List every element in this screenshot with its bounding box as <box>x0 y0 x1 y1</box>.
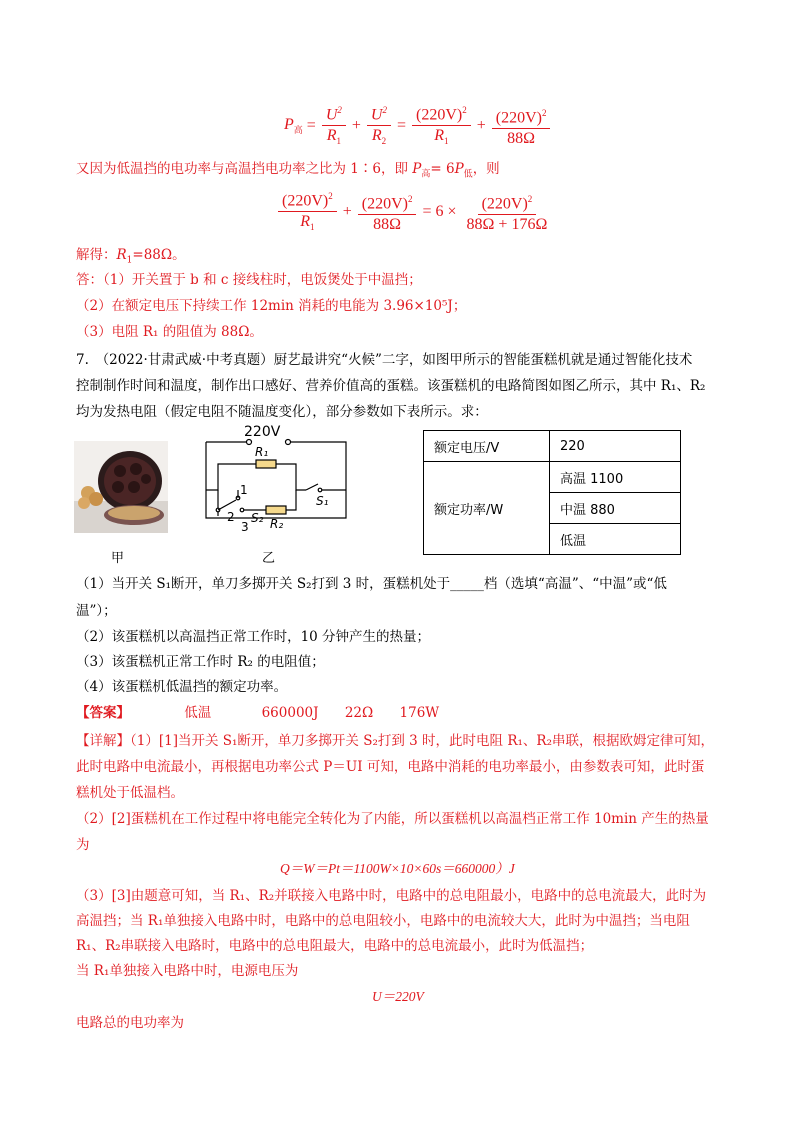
answer-3: （3）电阻 R₁ 的阻值为 88Ω。 <box>76 324 263 340</box>
table-cell: 额定电压/V <box>424 431 550 462</box>
table-cell: 低温 <box>550 524 681 555</box>
answer-2: （2）在额定电压下持续工作 12min 消耗的电能为 3.96×10⁵J； <box>76 298 467 314</box>
table-cell: 220 <box>550 431 681 462</box>
answer-tag: 【答案】 <box>76 705 130 721</box>
circuit-t3-label: 3 <box>241 520 249 534</box>
circuit-s2-label: S₂ <box>251 511 264 525</box>
answer-1: 答：（1）开关置于 b 和 c 接线柱时，电饭煲处于中温挡； <box>76 272 422 288</box>
circuit-s1-label: S₁ <box>316 494 329 508</box>
detail-line-7: 高温挡；当 R₁单独接入电路中时，电路中的总电阻较小，电路中的电流较大大，此时为中温挡；当电阻 <box>76 913 690 929</box>
q7-line-3: 均为发热电阻（假定电阻不随温度变化），部分参数如下表所示。求： <box>76 404 488 420</box>
answer-value-3: 22Ω <box>344 705 374 721</box>
table-cell: 高温 1100 <box>550 462 681 493</box>
question-3: （3）该蛋糕机正常工作时 R₂ 的电阻值； <box>76 654 325 670</box>
circuit-t1-label: 1 <box>240 483 248 497</box>
detail-line-8: R₁、R₂串联接入电路时，电路中的总电阻最大，电路中的总电流最小，此时为低温挡； <box>76 938 594 954</box>
formula-heat: Q＝W＝Pt＝1100W×10×60s＝660000）J <box>280 861 515 876</box>
eq1-frac-a: $\frac{U^2}{R_1}$ <box>322 100 346 152</box>
answer-value-4: 176W <box>399 705 440 721</box>
q7-line-2: 控制制作时间和温度，制作出口感好、营养价值高的蛋糕。该蛋糕机的电路简图如图乙所示，其中 R₁、R₂ <box>76 378 706 394</box>
figure-label-jia: 甲 <box>111 551 125 566</box>
detail-line-9: 当 R₁单独接入电路中时，电源电压为 <box>76 963 299 979</box>
q7-line-1: 7. （2022·甘肃武威·中考真题）厨艺最讲究“火候”二字，如图甲所示的智能蛋糕机就是通过智能化技术 <box>76 352 693 368</box>
detail-line-5: 为 <box>76 837 90 853</box>
table-row <box>424 431 681 462</box>
eq1-frac-d: $\frac{(220V)^2}{88\Omega}$ <box>492 103 551 149</box>
detail-line-6: （3）[3]由题意可知，当 R₁、R₂并联接入电路中时，电路中的总电阻最小，电路中的总电流最大，此时为 <box>76 888 707 904</box>
table-cell: 中温 880 <box>550 493 681 524</box>
eq2-frac-a: $\frac{(220V)^2}{R_1}$ <box>278 186 337 238</box>
formula-voltage: U＝220V <box>372 989 424 1004</box>
circuit-r2-label: R₂ <box>270 517 284 531</box>
equation-ratio: $\frac{(220V)^2}{R_1}$ + $\frac{(220V)^2}{88\Omega}$ = 6 × $\frac{(220V)^2}{88\Omega + 176\Omega}$ <box>276 186 553 238</box>
detail-line-3: 糕机处于低温档。 <box>76 785 184 801</box>
answer-value-2: 660000J <box>261 705 319 721</box>
circuit-voltage-label: 220V <box>244 424 281 440</box>
table-row <box>424 462 681 493</box>
figure-label-yi: 乙 <box>262 551 276 566</box>
detail-last-line: 电路总的电功率为 <box>76 1015 184 1031</box>
detail-line-4: （2）[2]蛋糕机在工作过程中将电能完全转化为了内能，所以蛋糕机以高温档正常工作 10min 产生的热量 <box>76 811 709 827</box>
question-1-cont: 温”）； <box>76 603 117 619</box>
detail-line-1: 【详解】（1）[1]当开关 S₁断开，单刀多掷开关 S₂打到 3 时，此时电阻 R₁、R₂串联，根据欧姆定律可知， <box>76 733 714 749</box>
question-4: （4）该蛋糕机低温挡的额定功率。 <box>76 679 288 695</box>
question-1: （1）当开关 S₁断开，单刀多掷开关 S₂打到 3 时，蛋糕机处于_____档（选填“高温”、“中温”或“低 <box>76 576 667 592</box>
eq1-lhs: $P_高$ <box>284 115 303 135</box>
cake-machine-photo <box>74 441 168 533</box>
circuit-r1-label: R₁ <box>255 445 269 459</box>
answer-line <box>76 703 439 723</box>
table-cell: 额定功率/W <box>424 462 550 555</box>
answer-value-1: 低温 <box>184 705 212 721</box>
equation-high-power: $P_高$ = $\frac{U^2}{R_1}$ + $\frac{U^2}{R_2}$ = $\frac{(220V)^2}{R_1}$ + $\frac{(220V)^2}{88\Omega}$ <box>284 100 552 152</box>
parameter-table <box>423 430 681 555</box>
detail-line-2: 此时电路中电流最小，再根据电功率公式 P＝UI 可知，电路中消耗的电功率最小，由参数表可知，此时蛋 <box>76 759 705 775</box>
eq2-frac-b: $\frac{(220V)^2}{88\Omega}$ <box>358 189 417 235</box>
ratio-line: 又因为低温挡的电功率与高温挡电功率之比为 1∶6，即 $P_高= 6P_低$，则 <box>76 161 500 180</box>
question-2: （2）该蛋糕机以高温挡正常工作时，10 分钟产生的热量； <box>76 629 431 645</box>
eq1-frac-b: $\frac{U^2}{R_2}$ <box>367 100 391 152</box>
eq1-frac-c: $\frac{(220V)^2}{R_1}$ <box>412 100 471 152</box>
circuit-t2-label: 2 <box>227 510 235 524</box>
solve-line: 解得：$R_1=88\Omega$。 <box>76 247 186 266</box>
eq2-frac-c: $\frac{(220V)^2}{88\Omega + 176\Omega}$ <box>463 189 552 235</box>
